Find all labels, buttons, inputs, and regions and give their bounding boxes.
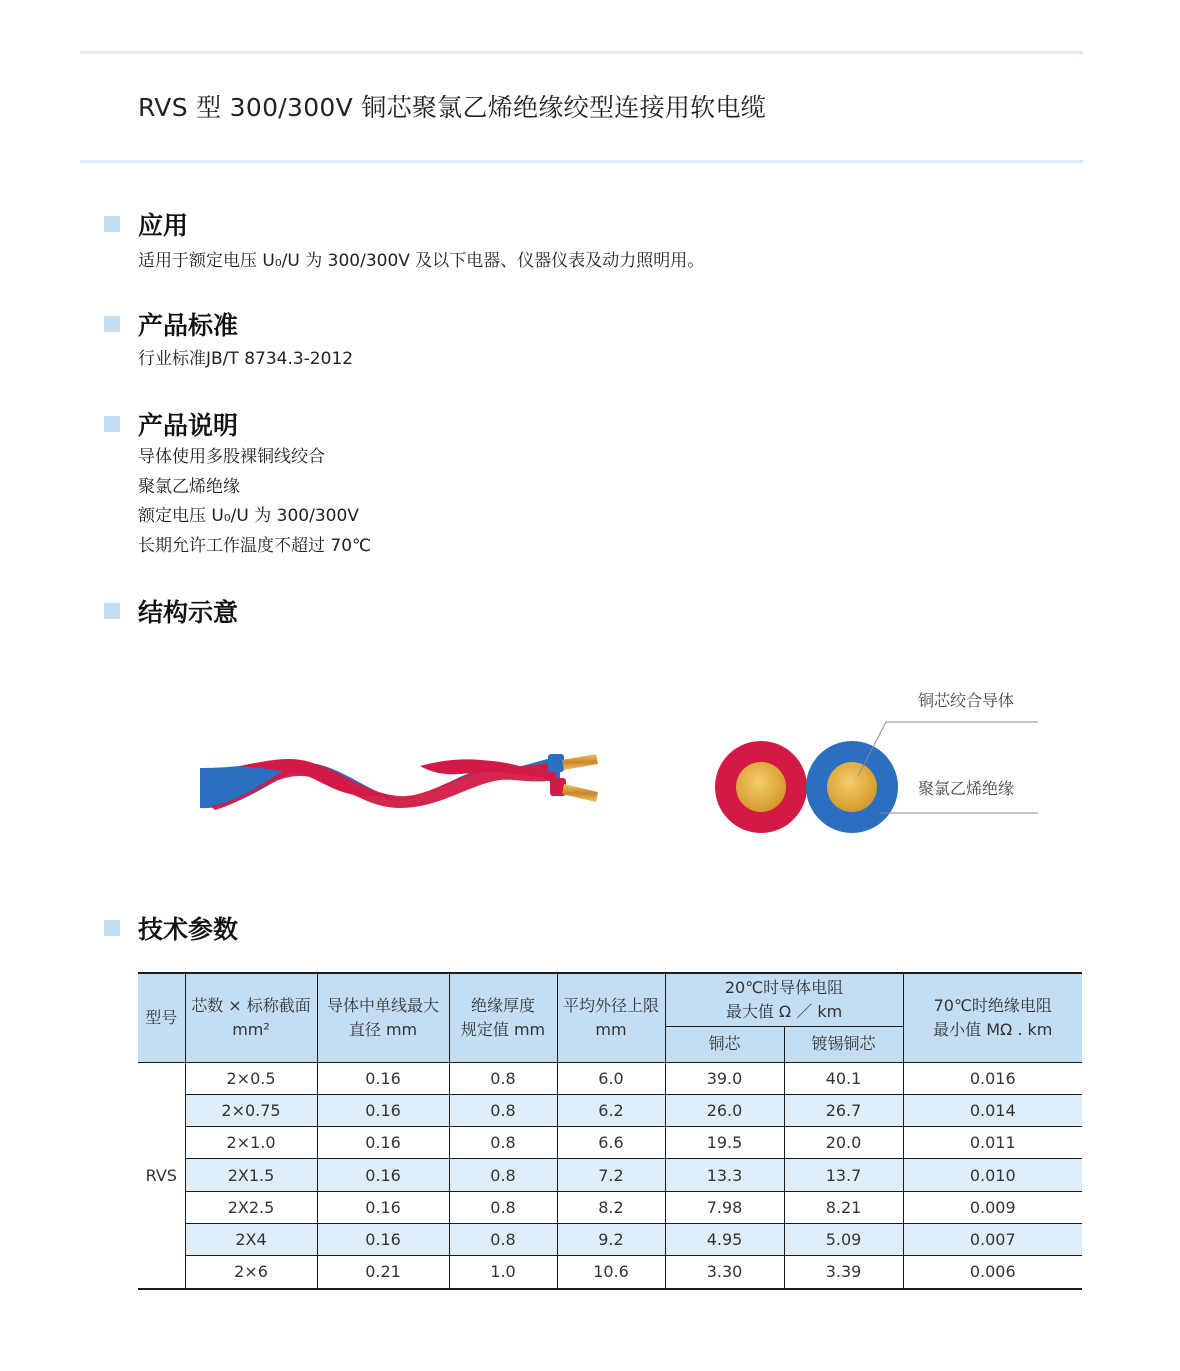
header-text: 直径 mm	[348, 1019, 418, 1039]
header-resistance	[665, 973, 903, 1026]
table-cell: 0.16	[317, 1159, 449, 1191]
table-cell: 0.011	[903, 1127, 1082, 1159]
table-cell: 26.0	[665, 1094, 784, 1126]
application-text: 适用于额定电压 U₀/U 为 300/300V 及以下电器、仪器仪表及动力照明用。	[138, 251, 705, 271]
table-cell: 0.8	[449, 1223, 557, 1255]
table-cell: 2X2.5	[185, 1191, 317, 1223]
header-wire-diameter	[317, 973, 449, 1062]
table-cell: 13.7	[784, 1159, 903, 1191]
table-cell: 0.16	[317, 1094, 449, 1126]
standard-text: 行业标准JB/T 8734.3-2012	[138, 349, 354, 369]
description-line: 额定电压 U₀/U 为 300/300V	[138, 506, 359, 526]
table-cell: 8.21	[784, 1191, 903, 1223]
table-cell: 0.009	[903, 1191, 1082, 1223]
table-cell: 0.8	[449, 1191, 557, 1223]
table-cell: 3.30	[665, 1256, 784, 1289]
twisted-cable-icon	[200, 754, 598, 810]
table-cell: 0.006	[903, 1256, 1082, 1289]
header-insulation-thickness	[449, 973, 557, 1062]
table-cell: 0.8	[449, 1062, 557, 1094]
table-cell: 5.09	[784, 1223, 903, 1255]
table-cell: 20.0	[784, 1127, 903, 1159]
table-cell: 7.2	[557, 1159, 665, 1191]
table-cell: 19.5	[665, 1127, 784, 1159]
table-cell: 40.1	[784, 1062, 903, 1094]
header-model: 型号	[138, 973, 185, 1062]
description-line: 聚氯乙烯绝缘	[138, 476, 240, 497]
table-cell: 2×0.75	[185, 1094, 317, 1126]
table-cell: 2×6	[185, 1256, 317, 1289]
section-application-header	[104, 206, 188, 242]
table-cell: 2×1.0	[185, 1127, 317, 1159]
technical-table	[138, 972, 1082, 1290]
table-row	[138, 1094, 1082, 1126]
header-text: 导体中单线最大	[326, 995, 439, 1015]
table-cell: 0.010	[903, 1159, 1082, 1191]
table-cell: 2X1.5	[185, 1159, 317, 1191]
table-cell: 2×0.5	[185, 1062, 317, 1094]
header-text: mm²	[232, 1019, 270, 1039]
header-text: 最大值 Ω ／ km	[725, 1001, 843, 1021]
table-cell: 0.8	[449, 1159, 557, 1191]
header-text: 70℃时绝缘电阻	[933, 995, 1052, 1015]
header-text: 芯数 × 标称截面	[191, 995, 311, 1015]
table-cell: 9.2	[557, 1223, 665, 1255]
section-bullet-icon	[104, 316, 120, 332]
table-cell: 6.0	[557, 1062, 665, 1094]
section-title: 产品说明	[138, 411, 239, 440]
header-insulation-resistance	[903, 973, 1082, 1062]
table-cell: 6.6	[557, 1127, 665, 1159]
section-standard-header	[104, 306, 238, 342]
section-bullet-icon	[104, 603, 120, 619]
description-line: 导体使用多股裸铜线绞合	[138, 447, 325, 467]
section-structure-header	[104, 593, 238, 629]
table-cell: 26.7	[784, 1094, 903, 1126]
table-cell: 6.2	[557, 1094, 665, 1126]
section-title: 结构示意	[138, 598, 239, 627]
table-cell: 0.16	[317, 1127, 449, 1159]
conductor-label: 铜芯绞合导体	[918, 691, 1015, 710]
table-row	[138, 1191, 1082, 1223]
table-cell: 39.0	[665, 1062, 784, 1094]
section-title: 应用	[138, 211, 189, 240]
section-description-header	[104, 406, 238, 442]
table-cell: 13.3	[665, 1159, 784, 1191]
header-outer-diameter	[557, 973, 665, 1062]
section-bullet-icon	[104, 216, 120, 232]
section-bullet-icon	[104, 920, 120, 936]
table-cell: 0.8	[449, 1094, 557, 1126]
top-divider	[80, 51, 1083, 54]
table-cell: 8.2	[557, 1191, 665, 1223]
table-cell: 1.0	[449, 1256, 557, 1289]
header-text: mm	[595, 1019, 627, 1039]
table-row	[138, 1256, 1082, 1289]
table-cell: 10.6	[557, 1256, 665, 1289]
header-text: 平均外径上限	[562, 995, 659, 1015]
section-bullet-icon	[104, 416, 120, 432]
table-cell: 2X4	[185, 1223, 317, 1255]
header-text: 规定值 mm	[460, 1019, 546, 1039]
header-cores	[185, 973, 317, 1062]
cross-section-icon	[715, 741, 898, 833]
description-line: 长期允许工作温度不超过 70℃	[138, 535, 372, 556]
table-row	[138, 1127, 1082, 1159]
table-cell: 7.98	[665, 1191, 784, 1223]
table-cell: 0.016	[903, 1062, 1082, 1094]
page-title: RVS 型 300/300V 铜芯聚氯乙烯绝缘绞型连接用软电缆	[138, 93, 767, 122]
table-cell: 0.16	[317, 1062, 449, 1094]
header-text: 20℃时导体电阻	[724, 977, 844, 997]
table-cell: 0.21	[317, 1256, 449, 1289]
header-tinned-copper: 镀锡铜芯	[784, 1026, 903, 1062]
section-title: 技术参数	[138, 915, 239, 944]
table-cell: 0.16	[317, 1191, 449, 1223]
table-row	[138, 1062, 1082, 1094]
section-technical-header	[104, 910, 238, 946]
table-cell: 0.014	[903, 1094, 1082, 1126]
table-cell: 0.8	[449, 1127, 557, 1159]
table-cell: 0.007	[903, 1223, 1082, 1255]
insulation-label: 聚氯乙烯绝缘	[918, 779, 1015, 798]
header-copper: 铜芯	[665, 1026, 784, 1062]
table-cell: 3.39	[784, 1256, 903, 1289]
structure-diagram	[0, 650, 1180, 880]
table-row	[138, 1159, 1082, 1191]
table-row	[138, 1223, 1082, 1255]
header-text: 绝缘厚度	[470, 995, 535, 1015]
table-cell: 0.16	[317, 1223, 449, 1255]
section-title: 产品标准	[138, 311, 239, 340]
header-text: 最小值 MΩ . km	[933, 1019, 1053, 1039]
table-cell: 4.95	[665, 1223, 784, 1255]
cable-illustration	[0, 650, 1180, 880]
title-divider	[80, 160, 1083, 163]
model-cell: RVS	[138, 1062, 185, 1289]
description-lines	[138, 443, 371, 561]
